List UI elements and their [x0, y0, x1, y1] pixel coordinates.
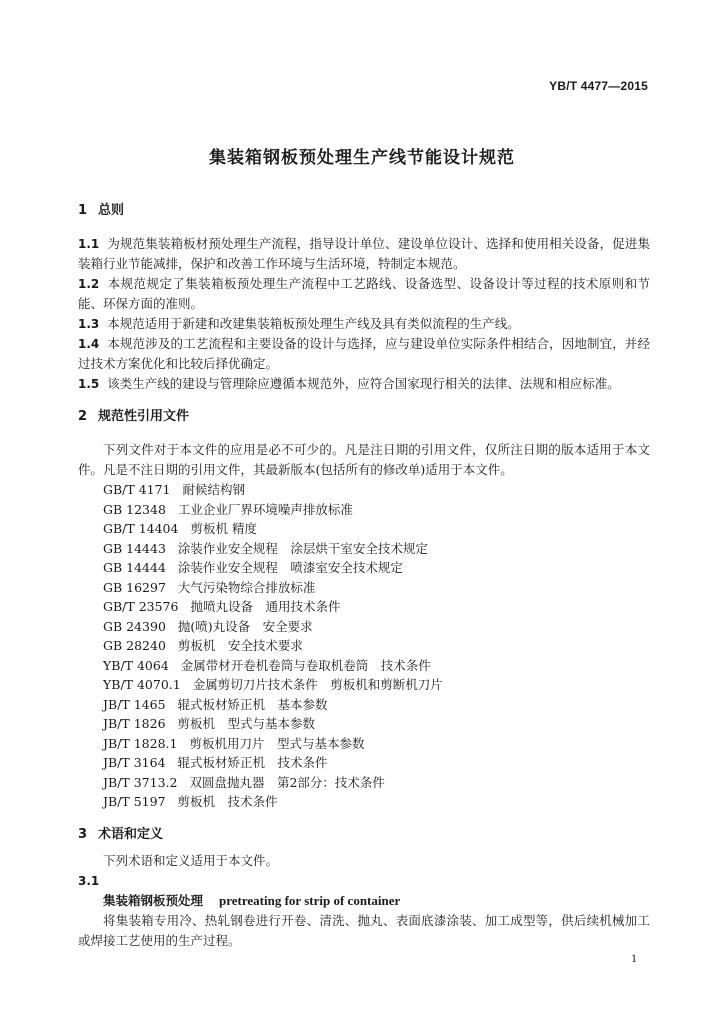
reference-code: GB 12348: [103, 501, 166, 517]
general-clauses: [78, 234, 650, 394]
refs-intro: 下列文件对于本文件的应用是必不可少的。凡是注日期的引用文件，仅所注日期的版本适用于本文件。凡是不注日期的引用文件，其最新版本(包括所有的修改单)适用于本文件。: [78, 442, 650, 477]
reference-title: 抛(喷)丸设备 安全要求: [177, 618, 313, 634]
reference-item: [103, 792, 650, 812]
reference-code: GB/T 23576: [103, 599, 179, 614]
clause-number: 1.4: [78, 337, 100, 351]
reference-item: [103, 500, 650, 520]
clause-number: 1.5: [78, 377, 100, 391]
reference-item: [103, 734, 650, 754]
reference-code: JB/T 1828.1: [103, 735, 178, 751]
reference-item: [103, 578, 650, 598]
section-heading-refs: [78, 406, 650, 428]
document-code: YB/T 4477—2015: [549, 79, 648, 93]
reference-item: [103, 753, 650, 773]
reference-code: GB 24390: [103, 618, 166, 634]
section-title: 总则: [98, 203, 125, 218]
reference-title: 抛喷丸设备 通用技术条件: [190, 599, 341, 614]
reference-code: JB/T 1465: [103, 696, 166, 712]
clause: [78, 274, 650, 314]
reference-title: 剪板机用刀片 型式与基本参数: [189, 735, 365, 751]
reference-item: [103, 656, 650, 676]
section-number: 3: [78, 826, 88, 842]
clause-number: 1.1: [78, 237, 100, 251]
reference-title: 金属剪切刀片技术条件 剪板机和剪断机刀片: [192, 677, 443, 692]
clause: [78, 314, 650, 334]
reference-code: YB/T 4070.1: [103, 677, 181, 692]
reference-code: YB/T 4064: [103, 657, 169, 673]
reference-item: [103, 714, 650, 734]
document-body: [78, 200, 650, 951]
reference-title: 剪板机 技术条件: [177, 794, 278, 809]
term-english: pretreating for strip of container: [219, 892, 401, 908]
section-title: 术语和定义: [98, 826, 164, 842]
section-heading-terms: [78, 824, 650, 846]
reference-title: 金属带材开卷机卷筒与卷取机卷筒 技术条件: [180, 657, 431, 673]
reference-item: [103, 695, 650, 715]
reference-item: [103, 539, 650, 559]
page-number: 1: [631, 951, 637, 965]
clause-number: 1.3: [78, 317, 100, 331]
term-definition: 将集装箱专用冷、热轧钢卷进行开卷、清洗、抛丸、表面底漆涂装、加工成型等，供后续机械加工或焊接工艺使用的生产过程。: [78, 912, 650, 948]
reference-item: [103, 480, 650, 500]
reference-title: 耐候结构钢: [182, 482, 246, 497]
document-title: 集装箱钢板预处理生产线节能设计规范: [209, 148, 515, 168]
reference-item: [103, 519, 650, 539]
reference-item: [103, 675, 650, 695]
reference-list: [78, 480, 650, 812]
clause-text: 本规范规定了集装箱板预处理生产流程中工艺路线、设备选型、设备设计等过程的技术原则和节能、环保方面的准则。: [78, 276, 650, 311]
clause-number: 1.2: [78, 277, 100, 291]
reference-code: GB 14443: [103, 540, 166, 556]
reference-title: 剪板机 型式与基本参数: [177, 716, 316, 731]
section-number: 1: [78, 203, 88, 218]
clause: [78, 234, 650, 274]
section-title: 规范性引用文件: [98, 409, 190, 424]
section-heading-general: [78, 200, 650, 222]
reference-code: JB/T 5197: [103, 794, 166, 809]
reference-code: GB 16297: [103, 579, 166, 595]
clause-text: 该类生产线的建设与管理除应遵循本规范外，应符合国家现行相关的法律、法规和相应标准。: [107, 376, 620, 391]
reference-title: 辊式板材矫正机 基本参数: [177, 696, 328, 712]
reference-title: 涂装作业安全规程 喷漆室安全技术规定: [177, 560, 403, 575]
reference-title: 大气污染物综合排放标准: [177, 579, 316, 595]
reference-item: [103, 558, 650, 578]
reference-title: 辊式板材矫正机 技术条件: [177, 755, 328, 770]
reference-code: GB/T 14404: [103, 521, 179, 536]
reference-title: 工业企业厂界环境噪声排放标准: [177, 501, 353, 517]
terms-intro: 下列术语和定义适用于本文件。: [103, 852, 279, 868]
clause: [78, 334, 650, 374]
reference-code: JB/T 1826: [103, 716, 166, 731]
reference-code: JB/T 3164: [103, 755, 166, 770]
reference-title: 涂装作业安全规程 涂层烘干室安全技术规定: [177, 540, 428, 556]
reference-code: GB/T 4171: [103, 482, 171, 497]
term-entry: [78, 891, 650, 911]
reference-item: [103, 617, 650, 637]
reference-code: JB/T 3713.2: [103, 774, 178, 790]
clause-text: 本规范涉及的工艺流程和主要设备的设计与选择，应与建设单位实际条件相结合，因地制宜，并经过技术方案优化和比较后择优确定。: [78, 336, 650, 371]
reference-title: 剪板机 安全技术要求: [177, 638, 303, 653]
clause-text: 为规范集装箱板材预处理生产流程，指导设计单位、建设单位设计、选择和使用相关设备，促进集装箱行业节能减排，保护和改善工作环境与生活环境，特制定本规范。: [78, 236, 650, 271]
clause: [78, 374, 650, 394]
reference-item: [103, 636, 650, 656]
section-number: 2: [78, 409, 88, 424]
clause-text: 本规范适用于新建和改建集装箱板预处理生产线及具有类似流程的生产线。: [107, 316, 520, 331]
reference-code: GB 28240: [103, 638, 166, 653]
reference-item: [103, 597, 650, 617]
term-chinese: 集装箱钢板预处理: [103, 892, 204, 908]
reference-item: [103, 773, 650, 793]
term-number: 3.1: [78, 873, 100, 888]
reference-title: 双圆盘抛丸器 第2部分：技术条件: [189, 774, 385, 790]
reference-code: GB 14444: [103, 560, 166, 575]
reference-title: 剪板机 精度: [190, 521, 257, 536]
